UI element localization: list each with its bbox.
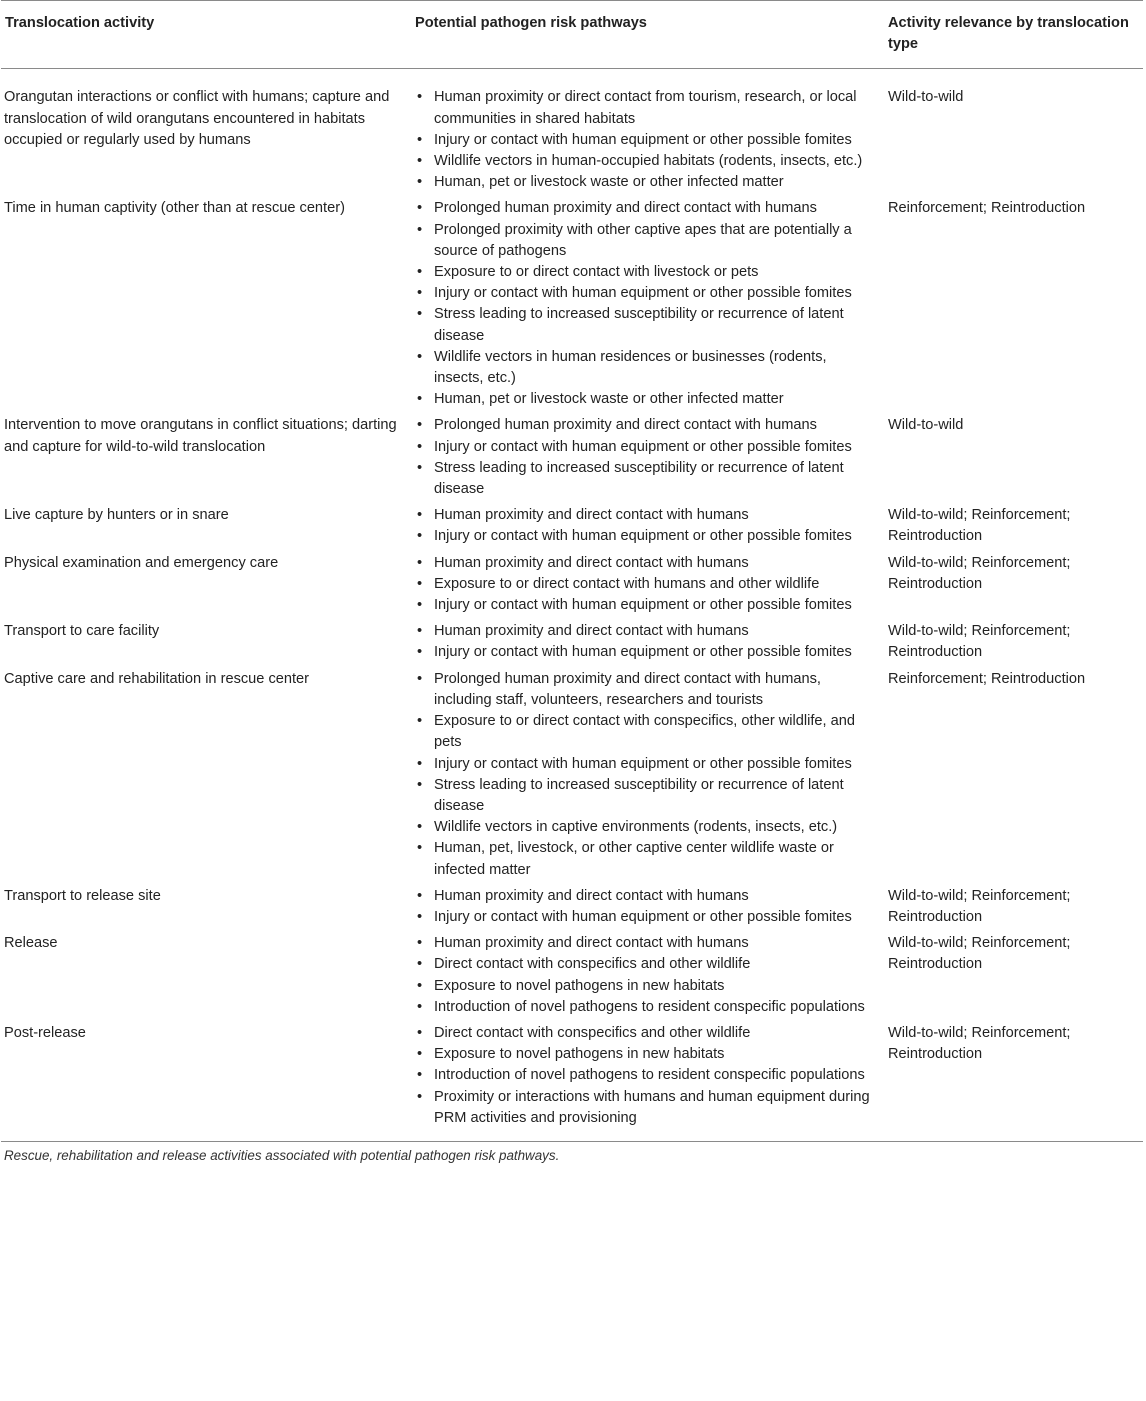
- relevance-cell: Wild-to-wild; Reinforcement; Reintroduction: [888, 935, 1071, 973]
- pathway-item: • Stress leading to increased susceptibility or recurrence of latent disease: [414, 304, 879, 346]
- pathway-item: • Human proximity and direct contact with humans: [414, 621, 879, 642]
- pathway-item: • Direct contact with conspecifics and other wildlife: [414, 954, 879, 975]
- table-row: [1, 1022, 1143, 1141]
- pathway-item: • Human, pet or livestock waste or other infected matter: [414, 389, 879, 410]
- pathways-cell: [410, 885, 883, 932]
- pathway-item: • Injury or contact with human equipment or other possible fomites: [414, 437, 879, 458]
- table-row: [1, 69, 1143, 198]
- table-row: [1, 932, 1143, 1022]
- relevance-cell: Wild-to-wild; Reinforcement; Reintroduction: [888, 887, 1071, 925]
- pathways-list: [414, 553, 879, 617]
- table-row: [1, 552, 1143, 621]
- pathways-cell: [410, 197, 883, 414]
- activity-cell: Time in human captivity (other than at rescue center): [4, 200, 345, 217]
- activity-cell: Physical examination and emergency care: [4, 554, 279, 571]
- pathway-item: • Exposure to novel pathogens in new habitats: [414, 1044, 879, 1065]
- pathways-list: [414, 933, 879, 1018]
- pathway-item: • Exposure to novel pathogens in new habitats: [414, 976, 879, 997]
- table-row: [1, 620, 1143, 667]
- activity-cell: Orangutan interactions or conflict with humans; capture and translocation of wild orangutans encountered in habitats occupied or regularly used by humans: [4, 89, 390, 148]
- relevance-cell: Wild-to-wild: [888, 417, 964, 434]
- pathway-item: • Human, pet or livestock waste or other infected matter: [414, 172, 879, 193]
- pathway-item: • Human proximity and direct contact with humans: [414, 886, 879, 907]
- pathways-cell: [410, 932, 883, 1022]
- pathway-item: • Exposure to or direct contact with conspecifics, other wildlife, and pets: [414, 711, 879, 753]
- relevance-cell: Wild-to-wild; Reinforcement; Reintroduction: [888, 554, 1071, 592]
- pathway-item: • Prolonged human proximity and direct contact with humans, including staff, volunteers, researchers and tourists: [414, 669, 879, 711]
- pathway-item: • Proximity or interactions with humans and human equipment during PRM activities and provisioning: [414, 1087, 879, 1129]
- pathways-list: [414, 886, 879, 928]
- activity-cell: Transport to release site: [4, 887, 161, 904]
- table-row: [1, 414, 1143, 504]
- pathway-item: • Wildlife vectors in human-occupied habitats (rodents, insects, etc.): [414, 151, 879, 172]
- activity-cell: Post-release: [4, 1024, 86, 1041]
- pathway-item: • Human proximity or direct contact from tourism, research, or local communities in shared habitats: [414, 87, 879, 129]
- pathways-list: [414, 621, 879, 663]
- relevance-cell: Reinforcement; Reintroduction: [888, 670, 1086, 687]
- activity-cell: Captive care and rehabilitation in rescue center: [4, 670, 310, 687]
- header-risk-pathways: Potential pathogen risk pathways: [410, 1, 883, 69]
- pathway-item: • Human proximity and direct contact with humans: [414, 553, 879, 574]
- pathways-list: [414, 505, 879, 547]
- relevance-cell: Wild-to-wild; Reinforcement; Reintroduction: [888, 507, 1071, 545]
- table-header: [1, 1, 1143, 69]
- pathway-item: • Stress leading to increased susceptibility or recurrence of latent disease: [414, 775, 879, 817]
- table-body: [1, 69, 1143, 1141]
- header-activity-relevance: Activity relevance by translocation type: [883, 1, 1143, 69]
- table-row: [1, 885, 1143, 932]
- pathway-item: • Exposure to or direct contact with livestock or pets: [414, 262, 879, 283]
- pathway-item: • Injury or contact with human equipment or other possible fomites: [414, 642, 879, 663]
- pathway-item: • Direct contact with conspecifics and other wildlife: [414, 1023, 879, 1044]
- pathway-item: • Prolonged human proximity and direct contact with humans: [414, 198, 879, 219]
- activity-cell: Live capture by hunters or in snare: [4, 507, 229, 524]
- pathway-item: • Injury or contact with human equipment or other possible fomites: [414, 283, 879, 304]
- relevance-cell: Wild-to-wild: [888, 89, 964, 106]
- pathways-list: [414, 1023, 879, 1129]
- relevance-cell: Wild-to-wild; Reinforcement; Reintroduction: [888, 623, 1071, 661]
- pathways-cell: [410, 668, 883, 885]
- pathways-list: [414, 415, 879, 500]
- pathways-cell: [410, 504, 883, 551]
- pathway-item: • Introduction of novel pathogens to resident conspecific populations: [414, 1065, 879, 1086]
- pathway-item: • Injury or contact with human equipment or other possible fomites: [414, 595, 879, 616]
- pathway-item: • Injury or contact with human equipment or other possible fomites: [414, 130, 879, 151]
- relevance-cell: Wild-to-wild; Reinforcement; Reintroduction: [888, 1024, 1071, 1063]
- pathways-list: [414, 87, 879, 193]
- activity-cell: Intervention to move orangutans in conflict situations; darting and capture for wild-to-wild translocation: [4, 417, 397, 455]
- activity-cell: Transport to care facility: [4, 623, 160, 640]
- table-row: [1, 668, 1143, 885]
- pathway-item: • Wildlife vectors in human residences or businesses (rodents, insects, etc.): [414, 347, 879, 389]
- relevance-cell: Reinforcement; Reintroduction: [888, 200, 1086, 217]
- pathways-cell: [410, 552, 883, 621]
- pathways-list: [414, 198, 879, 410]
- header-translocation-activity: Translocation activity: [1, 1, 410, 69]
- activity-cell: Release: [4, 935, 58, 952]
- pathway-item: • Introduction of novel pathogens to resident conspecific populations: [414, 997, 879, 1018]
- pathway-item: • Wildlife vectors in captive environments (rodents, insects, etc.): [414, 817, 879, 838]
- pathway-item: • Injury or contact with human equipment or other possible fomites: [414, 526, 879, 547]
- pathway-item: • Injury or contact with human equipment or other possible fomites: [414, 754, 879, 775]
- pathway-item: • Prolonged human proximity and direct contact with humans: [414, 415, 879, 436]
- pathway-item: • Human, pet, livestock, or other captive center wildlife waste or infected matter: [414, 838, 879, 880]
- pathway-item: • Stress leading to increased susceptibility or recurrence of latent disease: [414, 458, 879, 500]
- table-caption: Rescue, rehabilitation and release activities associated with potential pathogen risk pathways.: [4, 1147, 560, 1163]
- risk-table: [1, 0, 1143, 1141]
- pathway-item: • Exposure to or direct contact with humans and other wildlife: [414, 574, 879, 595]
- pathways-cell: [410, 414, 883, 504]
- pathway-item: • Prolonged proximity with other captive apes that are potentially a source of pathogens: [414, 220, 879, 262]
- pathway-item: • Injury or contact with human equipment or other possible fomites: [414, 907, 879, 928]
- pathways-cell: [410, 620, 883, 667]
- header-row: [1, 1, 1143, 69]
- table-row: [1, 197, 1143, 414]
- table-row: [1, 504, 1143, 551]
- pathways-cell: [410, 1022, 883, 1141]
- pathways-cell: [410, 69, 883, 198]
- pathways-list: [414, 669, 879, 881]
- pathway-item: • Human proximity and direct contact with humans: [414, 505, 879, 526]
- pathway-item: • Human proximity and direct contact with humans: [414, 933, 879, 954]
